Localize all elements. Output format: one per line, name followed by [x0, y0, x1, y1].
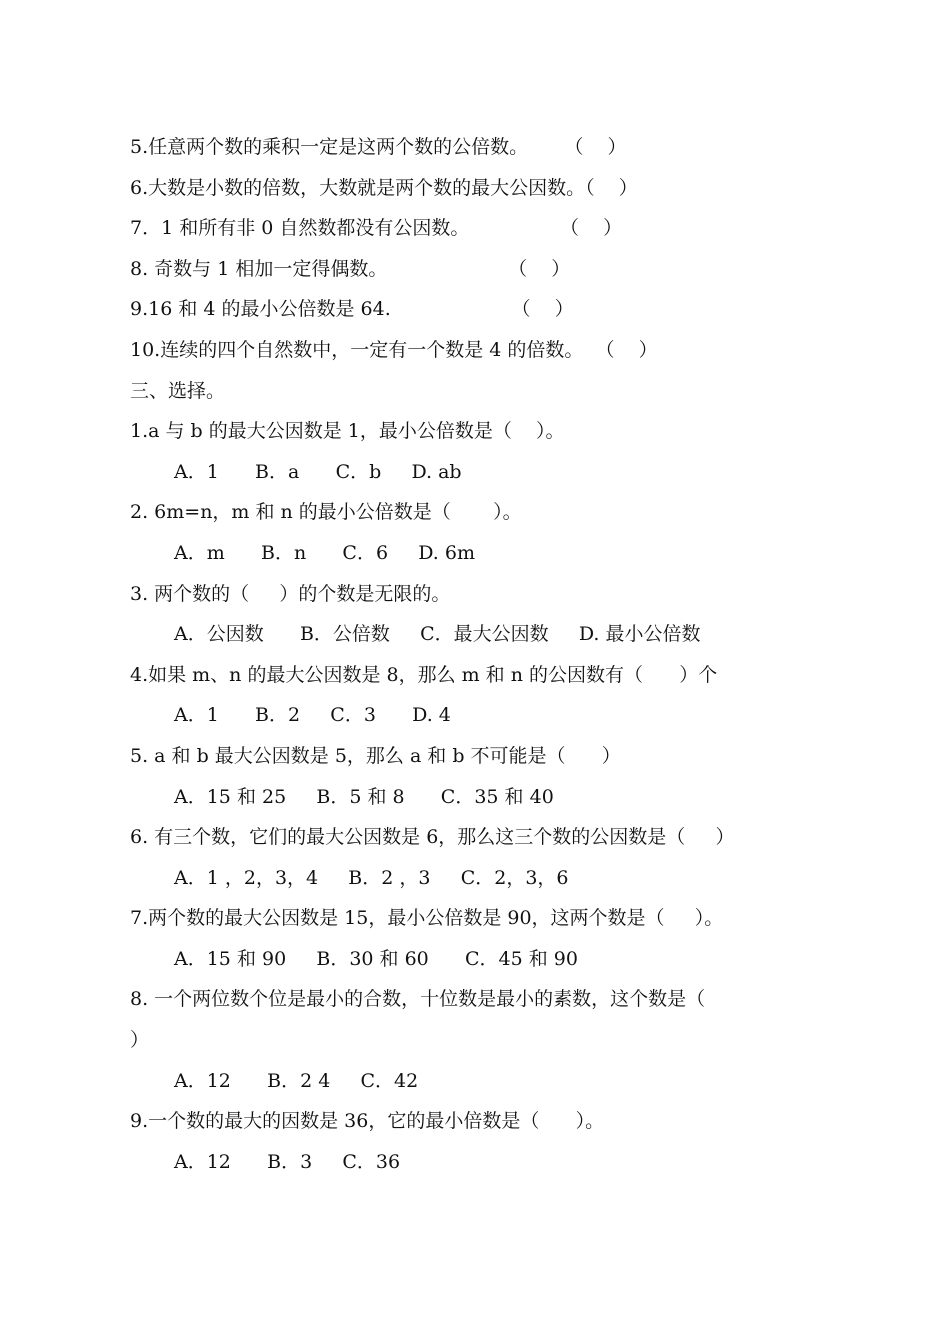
question-1-stem: 1.a 与 b 的最大公因数是 1，最小公倍数是（ ）。 [130, 420, 565, 443]
judgement-item-6: 6.大数是小数的倍数，大数就是两个数的最大公因数。（ ） [130, 176, 638, 199]
question-5-stem: 5. a 和 b 最大公因数是 5，那么 a 和 b 不可能是（ ） [130, 744, 621, 767]
judgement-item-10: 10.连续的四个自然数中，一定有一个数是 4 的倍数。 （ ） [130, 338, 658, 361]
section-title-choice: 三、选择。 [130, 379, 226, 402]
question-2-stem: 2. 6m=n，m 和 n 的最小公倍数是（ ）。 [130, 501, 522, 524]
worksheet-content [130, 127, 830, 1182]
question-4-options: A．1 B．2 C．3 D. 4 [174, 704, 451, 727]
judgement-item-7: 7．1 和所有非 0 自然数都没有公因数。 （ ） [130, 217, 623, 240]
question-5-options: A．15 和 25 B．5 和 8 C．35 和 40 [174, 785, 554, 808]
question-1-options: A．1 B．a C．b D. ab [174, 460, 462, 483]
question-8-stem-continuation: ） [130, 1029, 150, 1052]
question-8-stem: 8. 一个两位数个位是最小的合数，十位数是最小的素数，这个数是（ [130, 988, 706, 1011]
question-4-stem: 4.如果 m、n 的最大公因数是 8，那么 m 和 n 的公因数有（ ）个 [130, 663, 718, 686]
question-6-options: A．1 ，2，3，4 B．2 ，3 C．2，3，6 [174, 866, 569, 889]
question-9-options: A．12 B．3 C．36 [174, 1150, 401, 1173]
judgement-item-9: 9.16 和 4 的最小公倍数是 64. （ ） [130, 298, 574, 321]
judgement-item-8: 8. 奇数与 1 相加一定得偶数。 （ ） [130, 257, 571, 280]
question-3-stem: 3. 两个数的（ ）的个数是无限的。 [130, 582, 451, 605]
question-3-options: A．公因数 B．公倍数 C．最大公因数 D. 最小公倍数 [174, 623, 701, 646]
question-6-stem: 6. 有三个数，它们的最大公因数是 6，那么这三个数的公因数是（ ） [130, 826, 735, 849]
question-7-options: A．15 和 90 B．30 和 60 C．45 和 90 [174, 947, 578, 970]
question-9-stem: 9.一个数的最大的因数是 36，它的最小倍数是（ ）。 [130, 1110, 605, 1133]
judgement-item-5: 5.任意两个数的乘积一定是这两个数的公倍数。 （ ） [130, 136, 627, 158]
question-7-stem: 7.两个数的最大公因数是 15，最小公倍数是 90，这两个数是（ ）。 [130, 907, 724, 930]
question-8-options: A．12 B．2 4 C．42 [174, 1069, 419, 1092]
question-2-options: A．m B．n C．6 D. 6m [174, 541, 475, 564]
